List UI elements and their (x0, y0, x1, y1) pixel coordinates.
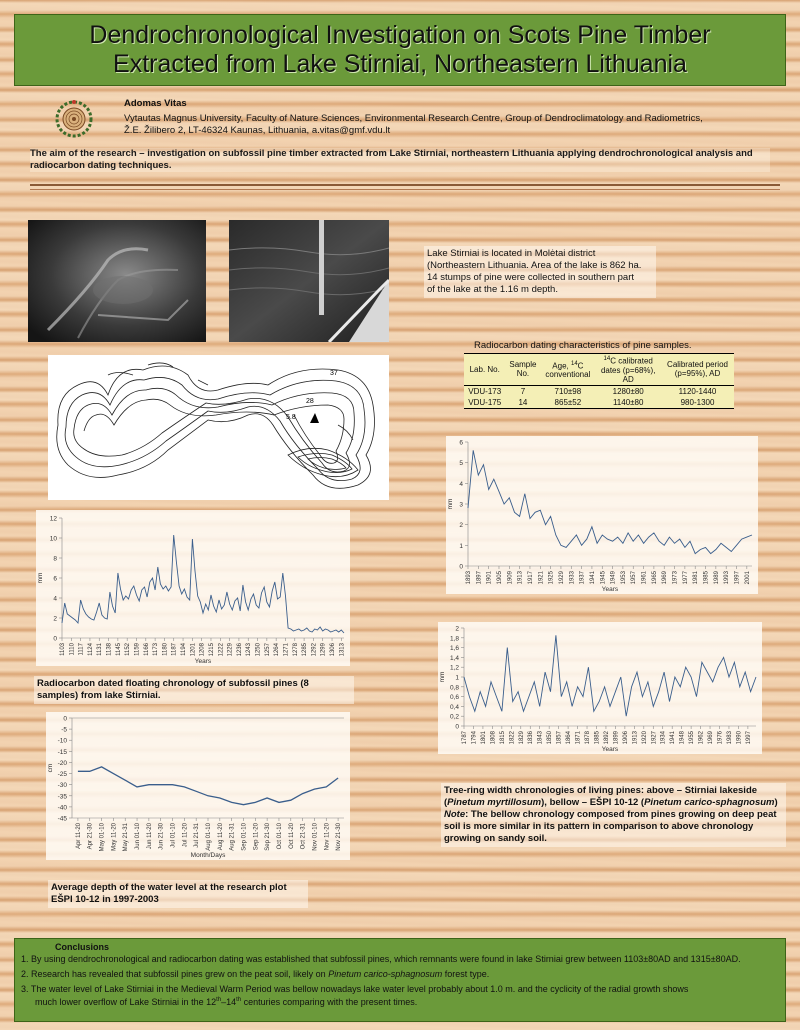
x-tick-label: 1913 (632, 731, 639, 745)
x-tick-label: 1152 (125, 643, 132, 656)
y-tick-label: 2 (53, 615, 57, 623)
x-tick-label: 1909 (507, 571, 514, 585)
x-axis-label: Month/Days (190, 852, 226, 859)
floating-chronology-chart (36, 510, 350, 666)
x-tick-label: 1933 (569, 571, 576, 585)
conclusions-box (14, 938, 786, 1022)
x-tick-label: 1917 (527, 571, 534, 585)
x-tick-label: 1897 (476, 571, 483, 585)
cell-calibrated: 1280±80 (612, 386, 644, 396)
x-tick-label: Aug 21-31 (229, 823, 236, 851)
lake-description (424, 246, 656, 298)
y-tick-label: 4 (459, 480, 463, 488)
x-tick-label: 1981 (693, 571, 700, 585)
x-tick-label: 1201 (190, 643, 197, 657)
x-tick-label: 1215 (208, 643, 215, 657)
x-tick-label: Sep 11-20 (253, 823, 260, 851)
y-tick-label: 0,6 (449, 694, 459, 702)
university-logo-icon (54, 100, 94, 138)
x-tick-label: 1961 (641, 571, 648, 585)
water-level-chart (46, 712, 350, 860)
header-age: Age, $^{14}$C conventional (540, 354, 595, 386)
x-tick-label: 1801 (480, 731, 487, 745)
x-tick-label: Jul 11-20 (182, 823, 189, 848)
water-svg (46, 712, 350, 860)
cell-lab: VDU-173 (468, 386, 502, 396)
cell-period: 980-1300 (661, 397, 734, 409)
x-tick-label: Apr 21-30 (87, 823, 94, 850)
x-tick-label: 1901 (486, 571, 493, 585)
y-tick-label: 3 (459, 501, 463, 509)
x-tick-label: 1208 (199, 643, 206, 657)
y-tick-label: 1,2 (449, 664, 459, 672)
series-line (62, 535, 344, 633)
map-label-1: 28 (306, 398, 314, 405)
y-tick-label: 0,8 (449, 684, 459, 692)
x-tick-label: 1949 (610, 571, 617, 585)
x-tick-label: 1285 (302, 643, 309, 657)
author-block (124, 98, 754, 137)
lake-description-line-1: Lake Stirniai is located in Molėtai district (427, 248, 596, 259)
radiocarbon-table (464, 353, 734, 409)
x-tick-label: 1843 (537, 731, 544, 745)
x-tick-label: 1957 (631, 571, 638, 585)
y-tick-label: -10 (57, 737, 67, 745)
x-tick-label: 1934 (660, 731, 667, 745)
x-tick-label: 1945 (600, 571, 607, 585)
divider-1 (30, 184, 780, 186)
map-label-2: 37 (330, 370, 338, 377)
x-tick-label: 1145 (115, 643, 122, 656)
x-axis-label: Years (194, 658, 212, 665)
header-calibrated: $^{14}$C calibrated dates (p=68%), AD (595, 354, 661, 386)
x-tick-label: 1173 (153, 643, 160, 656)
y-tick-label: 4 (53, 595, 57, 603)
x-tick-label: Oct 11-20 (288, 823, 295, 849)
y-tick-label: -35 (57, 793, 67, 801)
floating-chronology-caption: Radiocarbon dated floating chronology of subfossil pines (8 samples) from lake Stirniai. (34, 676, 354, 704)
x-tick-label: 1292 (311, 643, 318, 657)
x-tick-label: 1243 (246, 643, 253, 657)
divider-2 (30, 189, 780, 190)
x-tick-label: 1278 (292, 643, 299, 657)
water-level-caption: Average depth of the water level at the research plot EŠPI 10-12 in 1997-2003 (48, 880, 308, 908)
y-tick-label: 2 (455, 625, 459, 633)
conclusion-item-3: 3. The water level of Lake Stirniai in the Medieval Warm Period was bellow nowadays lake water level probably about 1.0 m. and the cyclicity of the radial growth shows (21, 984, 689, 994)
x-tick-label: 1921 (538, 571, 545, 585)
x-tick-label: 1124 (87, 643, 94, 656)
living-pines-caption: Tree-ring width chronologies of living pines: above – Stirniai lakeside (Pinetum myrtillosum), bellow – EŠPI 10-12 (Pinetum carico-sphagnosum) Note: The bellow chronology composed from pines growing on deep peat soil is more similar in its pattern in comparison to above chronology growing on sandy soil. (441, 783, 786, 847)
y-tick-label: 1 (459, 542, 463, 550)
x-tick-label: 1997 (745, 731, 752, 745)
x-tick-label: 1313 (339, 643, 346, 657)
lake-water-photo (229, 220, 389, 342)
author-address: Ž.E. Žilibero 2, LT-46324 Kaunas, Lithuania, a.vitas@gmf.vdu.lt (124, 125, 391, 136)
y-tick-label: 1,8 (449, 635, 459, 643)
x-tick-label: 1138 (106, 643, 113, 656)
x-tick-label: Jun 01-10 (135, 823, 142, 850)
header-period: Calibrated period (p=95%), AD (661, 354, 734, 386)
x-tick-label: 1829 (518, 731, 525, 745)
x-tick-label: 1962 (698, 731, 705, 745)
y-tick-label: -45 (57, 815, 67, 823)
y-tick-label: 6 (53, 575, 57, 583)
lake-description-line-3: 14 stumps of pine were collected in southern part (427, 272, 635, 283)
x-tick-label: 1969 (708, 731, 715, 745)
x-tick-label: 1194 (181, 643, 188, 656)
x-tick-label: 1850 (547, 731, 554, 745)
x-tick-label: Sep 01-10 (241, 823, 248, 851)
title-line-1: Dendrochronological Investigation on Scots Pine Timber (89, 21, 711, 49)
x-tick-label: 1271 (283, 643, 290, 657)
x-tick-label: 1985 (703, 571, 710, 585)
y-tick-label: 1,6 (449, 645, 459, 653)
author-affiliation: Vytautas Magnus University, Faculty of Nature Sciences, Environmental Research Centre, Group of Dendroclimatology and Radiometrics, (124, 113, 703, 124)
y-tick-label: 0 (63, 715, 67, 723)
y-axis-label: mm (439, 671, 446, 683)
y-tick-label: 1,4 (449, 654, 459, 662)
x-tick-label: 1941 (589, 571, 596, 585)
x-tick-label: 1857 (556, 731, 563, 745)
x-tick-label: May 21-31 (123, 823, 130, 852)
y-axis-label: mm (37, 572, 44, 584)
x-tick-label: 1892 (603, 731, 610, 745)
x-tick-label: 1906 (622, 731, 629, 745)
x-tick-label: Jun 11-20 (146, 823, 153, 850)
y-tick-label: 2 (459, 522, 463, 530)
y-axis-label: cm (47, 763, 54, 773)
x-tick-label: 1222 (218, 643, 225, 657)
cell-lab: VDU-175 (464, 397, 505, 409)
x-tick-label: Nov 21-30 (336, 823, 343, 851)
x-tick-label: 1977 (682, 571, 689, 585)
x-tick-label: May 11-20 (111, 823, 118, 851)
x-tick-label: Jul 21-31 (194, 823, 201, 848)
y-tick-label: 5 (459, 460, 463, 468)
header-lab: Lab. No. (464, 354, 505, 386)
x-tick-label: Aug 01-10 (206, 823, 212, 851)
x-tick-label: Sep 21-30 (265, 823, 272, 851)
x-tick-label: 1989 (713, 571, 720, 585)
author-name: Adomas Vitas (124, 98, 187, 109)
x-tick-label: Aug 11-20 (217, 823, 224, 851)
x-axis-label: Years (601, 746, 619, 753)
y-tick-label: 0,4 (449, 703, 459, 711)
x-tick-label: Jun 21-30 (158, 823, 165, 850)
x-tick-label: Nov 01-10 (312, 823, 319, 851)
x-tick-label: 1864 (566, 731, 573, 745)
cell-calibrated: 1140±80 (595, 397, 661, 409)
y-tick-label: 0 (53, 635, 57, 643)
x-tick-label: May 01-10 (99, 823, 106, 852)
table-row (464, 397, 734, 409)
y-tick-label: -20 (57, 759, 67, 767)
series-line (464, 635, 756, 716)
espi-svg (438, 622, 762, 754)
title-line-2: Extracted from Lake Stirniai, Northeastern Lithuania (113, 50, 687, 78)
x-tick-label: 1110 (69, 643, 76, 656)
x-tick-label: 1229 (227, 643, 234, 657)
x-tick-label: 1993 (724, 571, 731, 585)
x-tick-label: 1808 (490, 731, 497, 745)
y-tick-label: -15 (57, 748, 67, 756)
x-tick-label: 1905 (496, 571, 503, 585)
x-tick-label: Oct 01-10 (276, 823, 283, 850)
x-tick-label: 1159 (134, 643, 141, 656)
y-tick-label: -30 (57, 782, 67, 790)
cell-age: 710±98 (554, 386, 582, 396)
series-line (468, 450, 752, 553)
header-sample: Sample No. (505, 354, 540, 386)
x-tick-label: 1893 (466, 571, 472, 585)
x-tick-label: 1925 (548, 571, 555, 585)
x-tick-label: 1885 (594, 731, 601, 745)
x-tick-label: 1815 (499, 731, 506, 745)
y-tick-label: 1 (455, 674, 459, 682)
x-tick-label: 1920 (641, 731, 648, 745)
x-tick-label: 1983 (726, 731, 733, 745)
x-tick-label: 1103 (60, 643, 66, 656)
x-tick-label: 1953 (620, 571, 627, 585)
x-tick-label: 1973 (672, 571, 679, 585)
x-tick-label: 1899 (613, 731, 620, 745)
x-tick-label: 1794 (471, 731, 478, 745)
x-tick-label: 1927 (651, 731, 658, 745)
x-tick-label: 1948 (679, 731, 686, 745)
cell-period: 1120-1440 (678, 386, 717, 396)
x-tick-label: 1306 (330, 643, 337, 657)
x-tick-label: 1941 (670, 731, 677, 745)
espi-chronology-chart (438, 622, 762, 754)
map-label-3: 5.8 (286, 414, 296, 421)
conclusion-item-3-continued: much lower overflow of Lake Stirniai in the 12th–14th centuries comparing with the present times. (35, 997, 418, 1007)
x-tick-label: 1976 (717, 731, 724, 745)
x-tick-label: 1965 (651, 571, 658, 585)
floating-svg (36, 510, 350, 666)
x-axis-label: Years (601, 586, 619, 593)
x-tick-label: 1878 (585, 731, 592, 745)
series-line (78, 767, 338, 805)
lake-description-line-2: (Northeastern Lithuania. Area of the lake is 862 ha. (427, 260, 642, 271)
research-aim: The aim of the research – investigation on subfossil pine timber extracted from Lake Stirniai, northeastern Lithuania applying dendrochronological analysis and radiocarbon dating techniques. (30, 148, 770, 172)
table-row (464, 385, 734, 397)
lake-bathymetric-map (48, 355, 389, 500)
x-tick-label: 1299 (320, 643, 327, 657)
conclusion-item-2: 2. Research has revealed that subfossil pines grew on the peat soil, likely on Pinetum carico-sphagnosum forest type. (21, 969, 490, 979)
x-tick-label: 1257 (264, 643, 271, 657)
x-tick-label: 2001 (744, 571, 751, 585)
x-tick-label: 1990 (736, 731, 743, 745)
y-tick-label: 6 (459, 439, 463, 447)
cell-sample: 7 (520, 386, 526, 396)
x-tick-label: 1236 (236, 643, 243, 657)
cell-age: 865±52 (540, 397, 595, 409)
y-tick-label: -25 (57, 771, 67, 779)
radiocarbon-title: Radiocarbon dating characteristics of pine samples. (474, 340, 692, 351)
x-tick-label: Nov 11-20 (324, 823, 331, 851)
x-tick-label: Jul 01-10 (170, 823, 177, 848)
conclusions-title: Conclusions (55, 942, 110, 952)
x-tick-label: 1822 (509, 731, 516, 745)
x-tick-label: 1969 (662, 571, 669, 585)
x-tick-label: 1250 (255, 643, 262, 657)
y-tick-label: 0 (455, 723, 459, 731)
x-tick-label: Apr 11-20 (75, 823, 82, 849)
x-tick-label: 1787 (462, 731, 468, 745)
y-tick-label: 8 (53, 555, 57, 563)
x-tick-label: 1937 (579, 571, 586, 585)
x-tick-label: 1117 (78, 643, 85, 656)
x-tick-label: 1871 (575, 731, 582, 745)
y-tick-label: 10 (49, 535, 57, 543)
x-tick-label: 1997 (734, 571, 741, 585)
x-tick-label: 1913 (517, 571, 524, 585)
y-tick-label: -5 (61, 726, 67, 734)
x-tick-label: 1180 (162, 643, 169, 656)
y-tick-label: 12 (49, 515, 57, 523)
title-banner (14, 14, 786, 86)
y-tick-label: -40 (57, 804, 67, 812)
x-tick-label: 1187 (171, 643, 178, 656)
y-tick-label: 0 (459, 563, 463, 571)
lakeside-chronology-chart (446, 436, 758, 594)
x-tick-label: 1166 (143, 643, 150, 656)
x-tick-label: 1131 (97, 643, 104, 656)
x-tick-label: 1929 (558, 571, 565, 585)
x-tick-label: 1836 (528, 731, 535, 745)
underwater-stump-photo (28, 220, 206, 342)
x-tick-label: 1955 (689, 731, 696, 745)
x-tick-label: Oct 21-31 (300, 823, 307, 850)
lakeside-svg (446, 436, 758, 594)
x-tick-label: 1264 (274, 643, 281, 657)
y-tick-label: 0,2 (449, 713, 459, 721)
lake-description-line-4: of the lake at the 1.16 m depth. (427, 284, 558, 295)
y-axis-label: mm (447, 498, 454, 510)
conclusion-item-1: 1. By using dendrochronological and radiocarbon dating was established that subfossil pines, which remnants were found in lake Stirniai grew between 1103±80AD and 1315±80AD. (21, 954, 741, 964)
cell-sample: 14 (505, 397, 540, 409)
